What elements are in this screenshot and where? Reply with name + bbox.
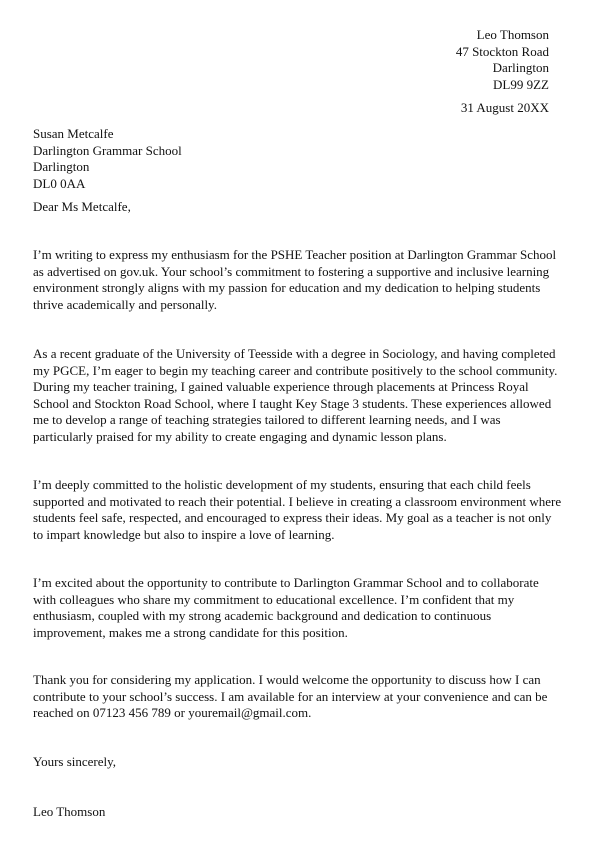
- recipient-postcode: DL0 0AA: [33, 175, 86, 191]
- letter-date: 31 August 20XX: [460, 100, 549, 115]
- sender-street: 47 Stockton Road: [455, 43, 549, 59]
- body-paragraph-experience: As a recent graduate of the University of Teesside with a degree in Sociology, and having completed my PGCE, I’m eager to begin my teaching career and contribute positively to the school community. During my teacher training, I gained valuable experience through placements at Princess Royal School and Stockton Road School, where I taught Key Stage 3 students. These experiences allowed me to develop a range of teaching strategies tailored to different learning needs, and I was particularly praised for my ability to create engaging and dynamic lesson plans.: [33, 346, 558, 444]
- sender-address-block: [456, 27, 549, 93]
- signature-name: Leo Thomson: [33, 804, 106, 819]
- sender-name: Leo Thomson: [476, 27, 549, 42]
- recipient-organisation: Darlington Grammar School: [33, 142, 182, 158]
- recipient-city: Darlington: [33, 159, 90, 174]
- body-paragraph-introduction: I’m writing to express my enthusiasm for the PSHE Teacher position at Darlington Grammar School as advertised on gov.uk. Your school’s commitment to fostering a supportive and inclusive learning environment strongly aligns with my passion for education and my dedication to helping students thrive academically and personally.: [33, 247, 557, 312]
- recipient-address-block: [33, 126, 182, 192]
- recipient-name: Susan Metcalfe: [33, 126, 114, 141]
- sender-postcode: DL99 9ZZ: [493, 76, 549, 92]
- body-paragraph-opportunity: I’m excited about the opportunity to contribute to Darlington Grammar School and to collaborate with colleagues who share my commitment to educational excellence. I’m confident that my enthusiasm, coupled with my strong academic background and dedication to continuous improvement, makes me a strong candidate for this position.: [33, 575, 539, 640]
- complimentary-close: Yours sincerely,: [33, 754, 117, 769]
- salutation: Dear Ms Metcalfe,: [33, 199, 131, 214]
- body-paragraph-commitment: I’m deeply committed to the holistic development of my students, ensuring that each child feels supported and motivated to reach their potential. I believe in creating a classroom environment where students feel safe, respected, and encouraged to express their ideas. My goal as a teacher is not only to impart knowledge but also to inspire a love of learning.: [33, 477, 562, 542]
- body-paragraph-closing: Thank you for considering my application. I would welcome the opportunity to discuss how I can contribute to your school’s success. I am available for an interview at your convenience and can be reached on 07123 456 789 or youremail@gmail.com.: [33, 672, 548, 721]
- sender-city: Darlington: [492, 60, 549, 75]
